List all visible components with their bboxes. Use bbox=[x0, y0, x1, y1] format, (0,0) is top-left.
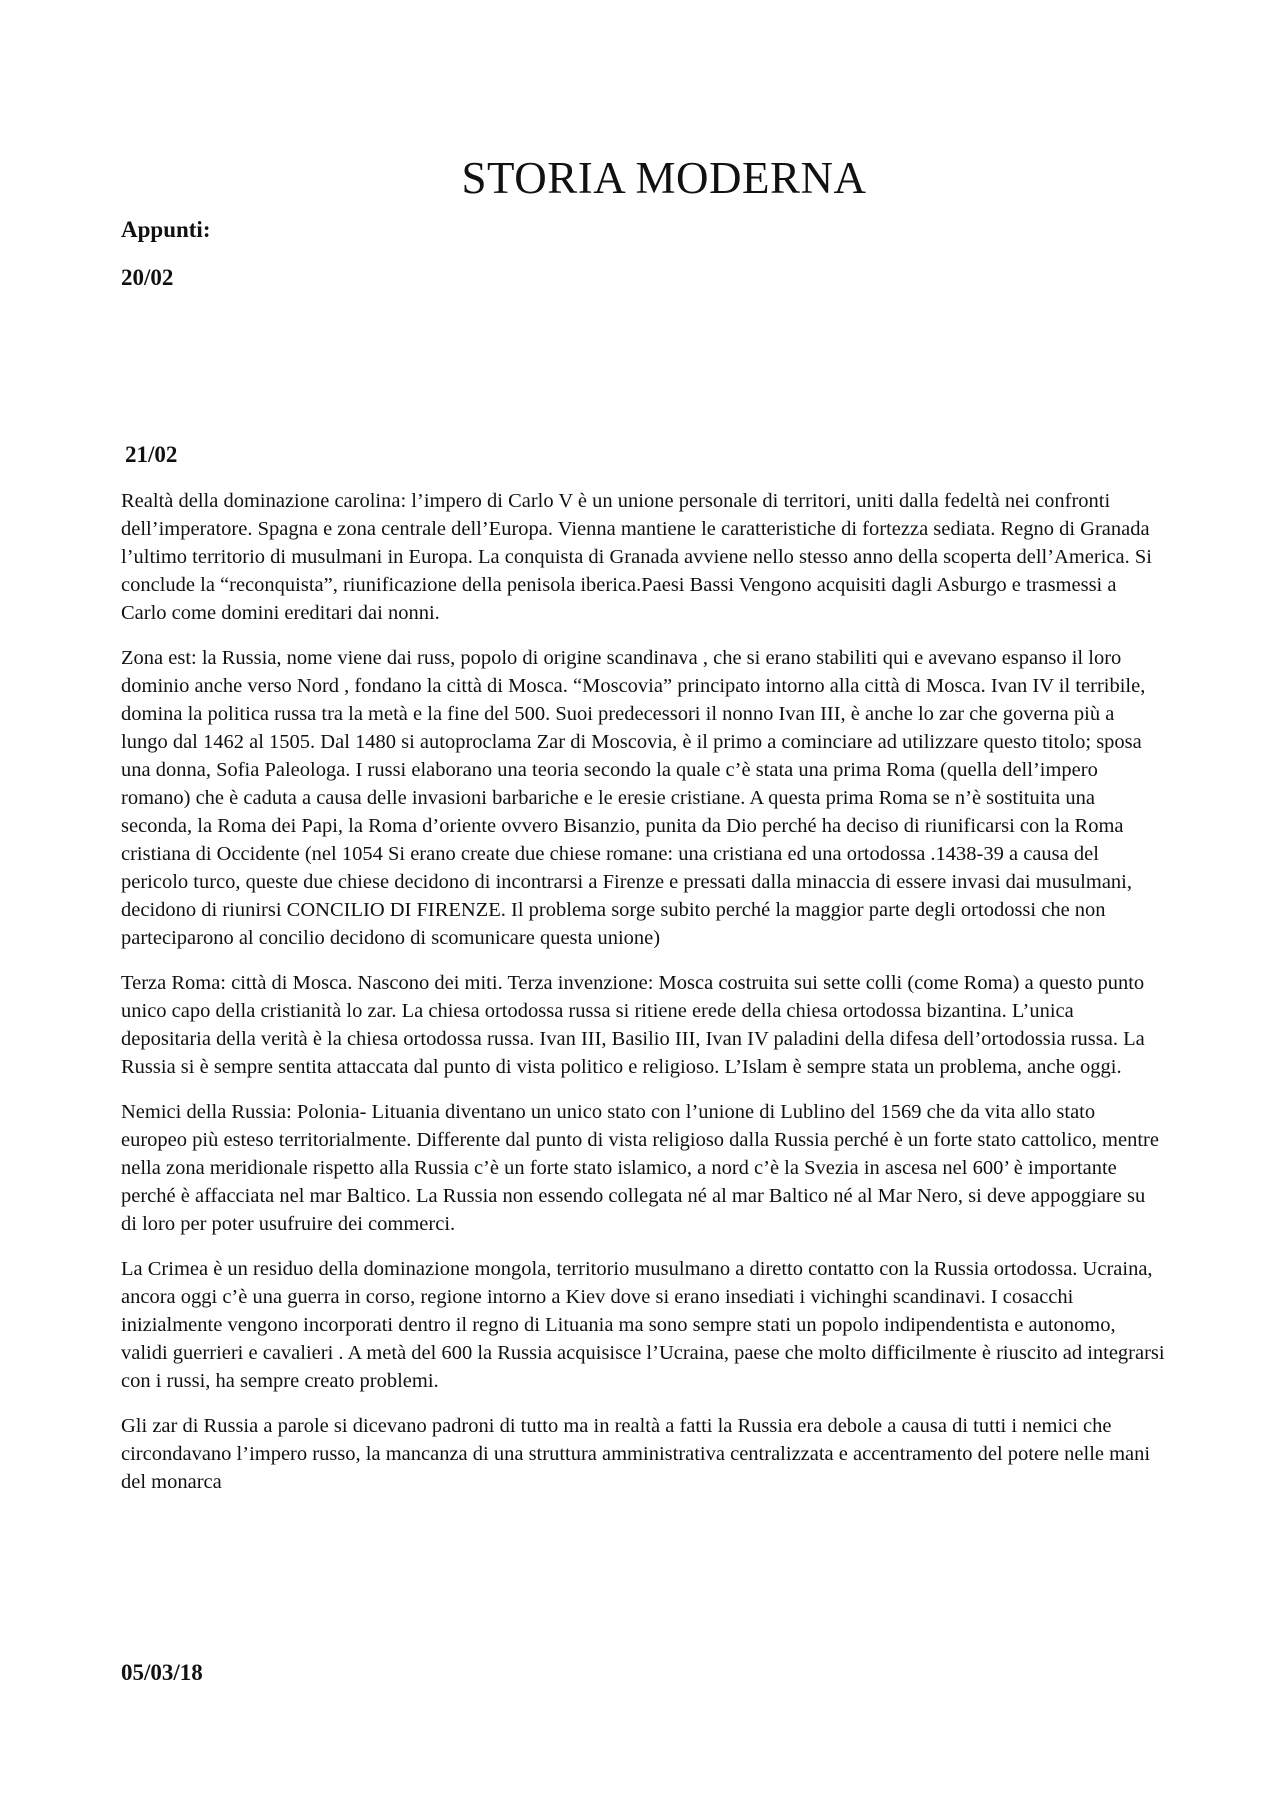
notes-body bbox=[121, 487, 1165, 1513]
document-title: STORIA MODERNA bbox=[461, 153, 867, 203]
paragraph-carolina: Realtà della dominazione carolina: l’impero di Carlo V è un unione personale di territori, uniti dalla fedeltà nei confronti dell’imperatore. Spagna e zona centrale dell’Europa. Vienna mantiene le caratteristiche di fortezza sediata. Regno di Granada l’ultimo territorio di musulmani in Europa. La conquista di Granada avviene nello stesso anno della scoperta dell’America. Si conclude la “reconquista”, riunificazione della penisola iberica.Paesi Bassi Vengono acquisiti dagli Asburgo e trasmessi a Carlo come domini ereditari dai nonni. bbox=[121, 490, 1152, 624]
paragraph-zar: Gli zar di Russia a parole si dicevano padroni di tutto ma in realtà a fatti la Russia era debole a causa di tutti i nemici che circondavano l’impero russo, la mancanza di una struttura amministrativa centralizzata e accentramento del potere nelle mani del monarca bbox=[121, 1415, 1151, 1493]
paragraph-terza-roma: Terza Roma: città di Mosca. Nascono dei miti. Terza invenzione: Mosca costruita sui sette colli (come Roma) a questo punto unico capo della cristianità lo zar. La chiesa ortodossa russa si ritiene erede della chiesa ortodossa bizantina. L’unica depositaria della verità è la chiesa ortodossa russa. Ivan III, Basilio III, Ivan IV paladini della difesa dell’ortodossia russa. La Russia si è sempre sentita attaccata dal punto di vista politico e religioso. L’Islam è sempre stata un problema, anche oggi. bbox=[121, 972, 1145, 1078]
paragraph-zona-est: Zona est: la Russia, nome viene dai russ, popolo di origine scandinava , che si erano stabiliti qui e avevano espanso il loro dominio anche verso Nord , fondano la città di Mosca. “Moscovia” principato intorno alla città di Mosca. Ivan IV il terribile, domina la politica russa tra la metà e la fine del 500. Suoi predecessori il nonno Ivan III, è anche lo zar che governa più a lungo dal 1462 al 1505. Dal 1480 si autoproclama Zar di Moscovia, è il primo a cominciare ad utilizzare questo titolo; sposa una donna, Sofia Paleologa. I russi elaborano una teoria secondo la quale c’è stata una prima Roma (quella dell’impero romano) che è caduta a causa delle invasioni barbariche e le eresie cristiane. A questa prima Roma se n’è sostituita una seconda, la Roma dei Papi, la Roma d’oriente ovvero Bisanzio, punita da Dio perché ha deciso di riunificarsi con la Roma cristiana di Occidente (nel 1054 Si erano create due chiese romane: una cristiana ed una ortodossa .1438-39 a causa del pericolo turco, queste due chiese decidono di incontrarsi a Firenze e pressati dalla minaccia di essere invasi dai musulmani, decidono di riunirsi CONCILIO DI FIRENZE. Il problema sorge subito perché la maggior parte degli ortodossi che non parteciparono al concilio decidono di scomunicare questa unione) bbox=[121, 647, 1146, 949]
date-heading-20-02: 20/02 bbox=[121, 265, 174, 290]
appunti-heading: Appunti: bbox=[121, 217, 211, 242]
paragraph-crimea: La Crimea è un residuo della dominazione mongola, territorio musulmano a diretto contatto con la Russia ortodossa. Ucraina, ancora oggi c’è una guerra in corso, regione intorno a Kiev dove si erano insediati i vichinghi scandinavi. I cosacchi inizialmente vengono incorporati dentro il regno di Lituania ma sono sempre stati un popolo indipendentista e autonomo, validi guerrieri e cavalieri . A metà del 600 la Russia acquisisce l’Ucraina, paese che molto difficilmente è riuscito ad integrarsi con i russi, ha sempre creato problemi. bbox=[121, 1258, 1165, 1392]
date-heading-21-02: 21/02 bbox=[125, 442, 178, 467]
date-heading-05-03-18: 05/03/18 bbox=[121, 1660, 203, 1685]
paragraph-nemici: Nemici della Russia: Polonia- Lituania diventano un unico stato con l’unione di Lublino del 1569 che da vita allo stato europeo più esteso territorialmente. Differente dal punto di vista religioso dalla Russia perché è un forte stato cattolico, mentre nella zona meridionale rispetto alla Russia c’è un forte stato islamico, a nord c’è la Svezia in ascesa nel 600’ è importante perché è affacciata nel mar Baltico. La Russia non essendo collegata né al mar Baltico né al Mar Nero, si deve appoggiare su di loro per poter usufruire dei commerci. bbox=[121, 1101, 1159, 1235]
